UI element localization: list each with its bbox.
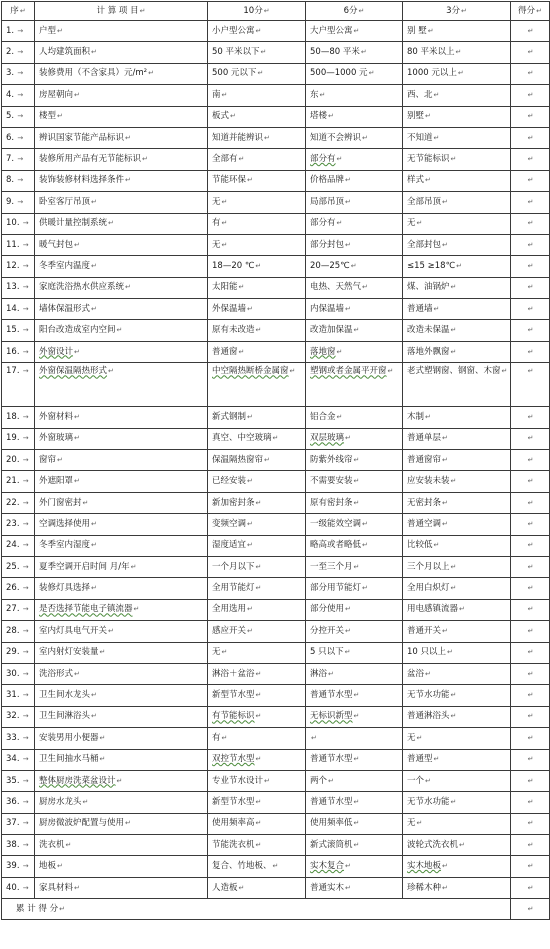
row-score-input[interactable]: ↵ xyxy=(511,407,550,428)
row-score-10: 有↵ xyxy=(208,213,306,234)
row-score-3: 全部吊顶↵ xyxy=(403,192,511,213)
row-score-6: 普通节水型↵ xyxy=(306,792,403,813)
total-score-input[interactable]: ↵ xyxy=(511,899,550,920)
row-item: 空调选择使用↵ xyxy=(35,514,208,535)
row-score-input[interactable]: ↵ xyxy=(511,599,550,620)
row-score-10: 新式钢制↵ xyxy=(208,407,306,428)
row-number: 13. → xyxy=(2,277,35,298)
row-number: 10. → xyxy=(2,213,35,234)
row-score-input[interactable]: ↵ xyxy=(511,42,550,63)
row-score-3: 无↵ xyxy=(403,213,511,234)
row-item: 户型↵ xyxy=(35,21,208,42)
row-score-input[interactable]: ↵ xyxy=(511,749,550,770)
table-row xyxy=(2,514,550,535)
row-item: 装修所用产品有无节能标识↵ xyxy=(35,149,208,170)
table-row xyxy=(2,363,550,407)
row-score-10: 复合、竹地板、↵ xyxy=(208,856,306,877)
row-number: 26. → xyxy=(2,578,35,599)
row-score-10: 新型节水型↵ xyxy=(208,792,306,813)
row-score-3: 普通型↵ xyxy=(403,749,511,770)
row-score-input[interactable]: ↵ xyxy=(511,535,550,556)
row-score-6: 无标识新型↵ xyxy=(306,706,403,727)
table-row xyxy=(2,21,550,42)
row-score-input[interactable]: ↵ xyxy=(511,127,550,148)
row-number: 27. → xyxy=(2,599,35,620)
row-score-input[interactable]: ↵ xyxy=(511,85,550,106)
row-score-input[interactable]: ↵ xyxy=(511,192,550,213)
table-row xyxy=(2,450,550,471)
row-score-10: 真空、中空玻璃↵ xyxy=(208,428,306,449)
row-item: 家具材料↵ xyxy=(35,877,208,898)
row-score-6: 新式滚筒机↵ xyxy=(306,835,403,856)
row-score-10: 变频空调↵ xyxy=(208,514,306,535)
row-item: 夏季空调开启时间 月/年↵ xyxy=(35,556,208,577)
row-score-6: 局部吊顶↵ xyxy=(306,192,403,213)
row-item: 卫生间淋浴头↵ xyxy=(35,706,208,727)
row-score-6: 分控开关↵ xyxy=(306,621,403,642)
row-score-6: 知道不会辨识↵ xyxy=(306,127,403,148)
row-score-input[interactable]: ↵ xyxy=(511,556,550,577)
table-row xyxy=(2,277,550,298)
row-score-3: 用电感镇流器↵ xyxy=(403,599,511,620)
row-score-3: 全部封包↵ xyxy=(403,234,511,255)
row-score-6: 改造加保温↵ xyxy=(306,320,403,341)
row-score-6: 部分有↵ xyxy=(306,149,403,170)
row-score-3: 老式塑钢窗、钢窗、木窗↵ xyxy=(403,363,511,407)
table-row xyxy=(2,256,550,277)
row-score-6: 原有密封条↵ xyxy=(306,492,403,513)
row-item: 供暖计量控制系统↵ xyxy=(35,213,208,234)
row-number: 25. → xyxy=(2,556,35,577)
row-score-input[interactable]: ↵ xyxy=(511,471,550,492)
row-number: 37. → xyxy=(2,813,35,834)
row-score-3: 普通墙↵ xyxy=(403,299,511,320)
row-score-input[interactable]: ↵ xyxy=(511,685,550,706)
row-score-input[interactable]: ↵ xyxy=(511,642,550,663)
table-row xyxy=(2,877,550,898)
table-row xyxy=(2,299,550,320)
row-item: 卫生间水龙头↵ xyxy=(35,685,208,706)
header-seq: 序↵ xyxy=(2,2,35,21)
row-item: 楼型↵ xyxy=(35,106,208,127)
row-score-10: 500 元以下↵ xyxy=(208,63,306,84)
row-score-10: 全用选用↵ xyxy=(208,599,306,620)
row-score-3: 普通窗帘↵ xyxy=(403,450,511,471)
row-item: 辨识国家节能产品标识↵ xyxy=(35,127,208,148)
row-score-10: 中空隔热断桥金属窗↵ xyxy=(208,363,306,407)
row-score-3: 应安装未装↵ xyxy=(403,471,511,492)
table-row xyxy=(2,835,550,856)
header-3: 3分↵ xyxy=(403,2,511,21)
row-item: 外窗保温隔热形式↵ xyxy=(35,363,208,407)
row-item: 是否选择节能电子镇流器↵ xyxy=(35,599,208,620)
row-score-6: 两个↵ xyxy=(306,770,403,791)
row-score-10: 节能洗衣机↵ xyxy=(208,835,306,856)
row-score-input[interactable]: ↵ xyxy=(511,277,550,298)
table-row xyxy=(2,599,550,620)
row-score-10: 小户型公寓↵ xyxy=(208,21,306,42)
row-score-10: 人造板↵ xyxy=(208,877,306,898)
energy-saving-score-table xyxy=(1,1,550,920)
row-number: 32. → xyxy=(2,706,35,727)
row-score-input[interactable]: ↵ xyxy=(511,170,550,191)
row-score-input[interactable]: ↵ xyxy=(511,213,550,234)
row-score-6: 实木复合↵ xyxy=(306,856,403,877)
row-score-3: 样式↵ xyxy=(403,170,511,191)
row-score-6: 防紫外线帘↵ xyxy=(306,450,403,471)
row-score-10: 18—20 ℃↵ xyxy=(208,256,306,277)
row-score-6: 20—25℃↵ xyxy=(306,256,403,277)
table-row xyxy=(2,428,550,449)
row-score-10: 50 平米以下↵ xyxy=(208,42,306,63)
row-score-3: 波轮式洗衣机↵ xyxy=(403,835,511,856)
row-score-6: 略高或者略低↵ xyxy=(306,535,403,556)
row-item: 冬季室内湿度↵ xyxy=(35,535,208,556)
row-number: 8. → xyxy=(2,170,35,191)
row-score-6: 淋浴↵ xyxy=(306,663,403,684)
row-score-10: 南↵ xyxy=(208,85,306,106)
row-item: 装修费用（不含家具）元/m²↵ xyxy=(35,63,208,84)
row-number: 39. → xyxy=(2,856,35,877)
row-score-6: 东↵ xyxy=(306,85,403,106)
table-row xyxy=(2,706,550,727)
row-number: 12. → xyxy=(2,256,35,277)
row-item: 墙体保温形式↵ xyxy=(35,299,208,320)
row-score-6: 部分有↵ xyxy=(306,213,403,234)
row-score-3: 三个月以上↵ xyxy=(403,556,511,577)
table-row xyxy=(2,792,550,813)
table-row xyxy=(2,85,550,106)
row-number: 28. → xyxy=(2,621,35,642)
row-score-input[interactable]: ↵ xyxy=(511,234,550,255)
table-row xyxy=(2,63,550,84)
row-score-6: 普通实木↵ xyxy=(306,877,403,898)
row-score-3: 普通单层↵ xyxy=(403,428,511,449)
table-row xyxy=(2,770,550,791)
row-score-3: 无节水功能↵ xyxy=(403,792,511,813)
row-score-6: 塑钢或者金属平开窗↵ xyxy=(306,363,403,407)
row-score-6: 一级能效空调↵ xyxy=(306,514,403,535)
table-row xyxy=(2,234,550,255)
table-row xyxy=(2,127,550,148)
row-score-input[interactable]: ↵ xyxy=(511,770,550,791)
row-item: 阳台改造成室内空间↵ xyxy=(35,320,208,341)
row-score-input[interactable]: ↵ xyxy=(511,856,550,877)
table-row xyxy=(2,621,550,642)
row-number: 35. → xyxy=(2,770,35,791)
row-score-input[interactable]: ↵ xyxy=(511,320,550,341)
row-score-3: 木制↵ xyxy=(403,407,511,428)
row-score-3: 无节能标识↵ xyxy=(403,149,511,170)
row-score-6: 不需要安装↵ xyxy=(306,471,403,492)
row-item: 地板↵ xyxy=(35,856,208,877)
row-score-6: 落地窗↵ xyxy=(306,341,403,362)
header-row xyxy=(2,2,550,21)
row-score-10: 普通窗↵ xyxy=(208,341,306,362)
row-score-3: 比较低↵ xyxy=(403,535,511,556)
row-number: 11. → xyxy=(2,234,35,255)
row-item: 冬季室内温度↵ xyxy=(35,256,208,277)
row-score-input[interactable]: ↵ xyxy=(511,621,550,642)
row-number: 9. → xyxy=(2,192,35,213)
table-row xyxy=(2,728,550,749)
row-item: 室内灯具电气开关↵ xyxy=(35,621,208,642)
row-score-10: 太阳能↵ xyxy=(208,277,306,298)
row-item: 厨房微波炉配置与使用↵ xyxy=(35,813,208,834)
row-score-input[interactable]: ↵ xyxy=(511,813,550,834)
row-score-input[interactable]: ↵ xyxy=(511,450,550,471)
row-score-input[interactable]: ↵ xyxy=(511,835,550,856)
row-score-6: 普通节水型↵ xyxy=(306,685,403,706)
row-number: 4. → xyxy=(2,85,35,106)
row-score-6: 部分用节能灯↵ xyxy=(306,578,403,599)
row-number: 22. → xyxy=(2,492,35,513)
row-score-3: 别 墅↵ xyxy=(403,21,511,42)
table-row xyxy=(2,213,550,234)
row-score-input[interactable]: ↵ xyxy=(511,663,550,684)
row-score-3: 1000 元以上↵ xyxy=(403,63,511,84)
row-score-6: 大户型公寓↵ xyxy=(306,21,403,42)
row-score-input[interactable]: ↵ xyxy=(511,578,550,599)
row-score-6: 一至三个月↵ xyxy=(306,556,403,577)
row-score-6: 50—80 平米↵ xyxy=(306,42,403,63)
row-score-10: 无↵ xyxy=(208,192,306,213)
row-item: 卧室客厅吊顶↵ xyxy=(35,192,208,213)
row-score-6: ↵ xyxy=(306,728,403,749)
row-score-input[interactable]: ↵ xyxy=(511,792,550,813)
table-row xyxy=(2,320,550,341)
row-score-10: 双控节水型↵ xyxy=(208,749,306,770)
row-score-10: 全用节能灯↵ xyxy=(208,578,306,599)
row-score-3: 普通空调↵ xyxy=(403,514,511,535)
row-item: 洗衣机↵ xyxy=(35,835,208,856)
header-10: 10分↵ xyxy=(208,2,306,21)
table-row xyxy=(2,42,550,63)
row-score-input[interactable]: ↵ xyxy=(511,149,550,170)
row-item: 家庭洗浴热水供应系统↵ xyxy=(35,277,208,298)
row-score-10: 保温隔热窗帘↵ xyxy=(208,450,306,471)
table-row xyxy=(2,407,550,428)
row-number: 5. → xyxy=(2,106,35,127)
row-score-3: 实木地板↵ xyxy=(403,856,511,877)
total-label: 累 计 得 分↵ xyxy=(2,899,511,920)
row-score-input[interactable]: ↵ xyxy=(511,63,550,84)
row-score-10: 节能环保↵ xyxy=(208,170,306,191)
row-score-3: ≤15 ≥18℃↵ xyxy=(403,256,511,277)
row-score-3: 无节水功能↵ xyxy=(403,685,511,706)
row-score-input[interactable]: ↵ xyxy=(511,728,550,749)
row-number: 29. → xyxy=(2,642,35,663)
row-score-input[interactable]: ↵ xyxy=(511,428,550,449)
row-score-input[interactable]: ↵ xyxy=(511,256,550,277)
row-score-10: 原有未改造↵ xyxy=(208,320,306,341)
table-row xyxy=(2,341,550,362)
table-row xyxy=(2,170,550,191)
row-score-10: 外保温墙↵ xyxy=(208,299,306,320)
row-item: 外窗玻璃↵ xyxy=(35,428,208,449)
row-score-3: 别墅↵ xyxy=(403,106,511,127)
row-score-input[interactable]: ↵ xyxy=(511,706,550,727)
row-score-6: 部分使用↵ xyxy=(306,599,403,620)
row-number: 18. → xyxy=(2,407,35,428)
row-score-3: 珍稀木种↵ xyxy=(403,877,511,898)
row-score-10: 感应开关↵ xyxy=(208,621,306,642)
table-row xyxy=(2,642,550,663)
row-number: 40. → xyxy=(2,877,35,898)
row-score-10: 湿度适宜↵ xyxy=(208,535,306,556)
row-number: 31. → xyxy=(2,685,35,706)
row-score-input[interactable]: ↵ xyxy=(511,492,550,513)
header-item: 计 算 项 目↵ xyxy=(35,2,208,21)
row-item: 室内射灯安装量↵ xyxy=(35,642,208,663)
row-number: 17. → xyxy=(2,363,35,407)
row-score-6: 铝合金↵ xyxy=(306,407,403,428)
table-row xyxy=(2,149,550,170)
row-number: 24. → xyxy=(2,535,35,556)
row-score-10: 使用频率高↵ xyxy=(208,813,306,834)
row-score-3: 全用白炽灯↵ xyxy=(403,578,511,599)
row-score-10: 有节能标识↵ xyxy=(208,706,306,727)
table-row xyxy=(2,663,550,684)
row-score-6: 5 只以下↵ xyxy=(306,642,403,663)
table-row xyxy=(2,749,550,770)
row-number: 6. → xyxy=(2,127,35,148)
row-number: 36. → xyxy=(2,792,35,813)
row-score-6: 电热、天然气↵ xyxy=(306,277,403,298)
row-score-10: 有↵ xyxy=(208,728,306,749)
row-number: 3. → xyxy=(2,63,35,84)
table-row xyxy=(2,578,550,599)
row-score-3: 10 只以上↵ xyxy=(403,642,511,663)
row-item: 外窗设计↵ xyxy=(35,341,208,362)
row-item: 装饰装修材料选择条件↵ xyxy=(35,170,208,191)
row-score-6: 塔楼↵ xyxy=(306,106,403,127)
row-number: 33. → xyxy=(2,728,35,749)
row-score-3: 无密封条↵ xyxy=(403,492,511,513)
row-score-10: 无↵ xyxy=(208,642,306,663)
row-number: 30. → xyxy=(2,663,35,684)
row-score-3: 一个↵ xyxy=(403,770,511,791)
row-item: 暖气封包↵ xyxy=(35,234,208,255)
row-number: 16. → xyxy=(2,341,35,362)
row-item: 外窗材料↵ xyxy=(35,407,208,428)
row-score-3: 不知道↵ xyxy=(403,127,511,148)
table-row xyxy=(2,556,550,577)
total-row xyxy=(2,899,550,920)
row-number: 15. → xyxy=(2,320,35,341)
row-score-10: 板式↵ xyxy=(208,106,306,127)
row-score-3: 煤、油锅炉↵ xyxy=(403,277,511,298)
row-score-6: 双层玻璃↵ xyxy=(306,428,403,449)
table-row xyxy=(2,192,550,213)
row-score-10: 新型节水型↵ xyxy=(208,685,306,706)
table-row xyxy=(2,856,550,877)
row-score-3: 无↵ xyxy=(403,728,511,749)
row-score-input[interactable]: ↵ xyxy=(511,363,550,407)
row-item: 洗浴形式↵ xyxy=(35,663,208,684)
row-item: 人均建筑面积↵ xyxy=(35,42,208,63)
row-number: 14. → xyxy=(2,299,35,320)
row-score-10: 已经安装↵ xyxy=(208,471,306,492)
row-item: 卫生间抽水马桶↵ xyxy=(35,749,208,770)
row-score-3: 落地外飘窗↵ xyxy=(403,341,511,362)
row-number: 21. → xyxy=(2,471,35,492)
row-score-input[interactable]: ↵ xyxy=(511,514,550,535)
row-number: 20. → xyxy=(2,450,35,471)
table-row xyxy=(2,685,550,706)
row-score-6: 普通节水型↵ xyxy=(306,749,403,770)
row-number: 7. → xyxy=(2,149,35,170)
row-item: 房屋朝向↵ xyxy=(35,85,208,106)
row-score-3: 盆浴↵ xyxy=(403,663,511,684)
row-score-6: 价格品牌↵ xyxy=(306,170,403,191)
row-item: 整体厨房洗菜盆设计↵ xyxy=(35,770,208,791)
header-6: 6分↵ xyxy=(306,2,403,21)
row-score-3: 西、北↵ xyxy=(403,85,511,106)
row-number: 34. → xyxy=(2,749,35,770)
table-row xyxy=(2,106,550,127)
row-score-6: 500—1000 元↵ xyxy=(306,63,403,84)
row-score-6: 内保温墙↵ xyxy=(306,299,403,320)
row-item: 外门窗密封↵ xyxy=(35,492,208,513)
table-row xyxy=(2,813,550,834)
row-item: 装修灯具选择↵ xyxy=(35,578,208,599)
table-row xyxy=(2,492,550,513)
row-item: 安装男用小便器↵ xyxy=(35,728,208,749)
row-score-10: 淋浴＋盆浴↵ xyxy=(208,663,306,684)
row-score-10: 知道并能辨识↵ xyxy=(208,127,306,148)
row-score-3: 无↵ xyxy=(403,813,511,834)
row-number: 2. → xyxy=(2,42,35,63)
row-score-6: 部分封包↵ xyxy=(306,234,403,255)
row-item: 窗帘↵ xyxy=(35,450,208,471)
row-score-input[interactable]: ↵ xyxy=(511,877,550,898)
row-score-6: 使用频率低↵ xyxy=(306,813,403,834)
row-item: 厨房水龙头↵ xyxy=(35,792,208,813)
row-item: 外遮阳罩↵ xyxy=(35,471,208,492)
row-score-3: 改造未保温↵ xyxy=(403,320,511,341)
row-score-3: 普通开关↵ xyxy=(403,621,511,642)
row-score-10: 一个月以下↵ xyxy=(208,556,306,577)
row-number: 1. → xyxy=(2,21,35,42)
row-score-3: 普通淋浴头↵ xyxy=(403,706,511,727)
table-row xyxy=(2,471,550,492)
row-score-input[interactable]: ↵ xyxy=(511,299,550,320)
row-number: 38. → xyxy=(2,835,35,856)
header-score: 得分↵ xyxy=(511,2,550,21)
row-score-3: 80 平米以上↵ xyxy=(403,42,511,63)
row-score-10: 无↵ xyxy=(208,234,306,255)
row-score-10: 专业节水设计↵ xyxy=(208,770,306,791)
row-score-10: 新加密封条↵ xyxy=(208,492,306,513)
row-number: 19. → xyxy=(2,428,35,449)
row-score-input[interactable]: ↵ xyxy=(511,341,550,362)
row-score-10: 全部有↵ xyxy=(208,149,306,170)
table-row xyxy=(2,535,550,556)
row-number: 23. → xyxy=(2,514,35,535)
row-score-input[interactable]: ↵ xyxy=(511,106,550,127)
row-score-input[interactable]: ↵ xyxy=(511,21,550,42)
